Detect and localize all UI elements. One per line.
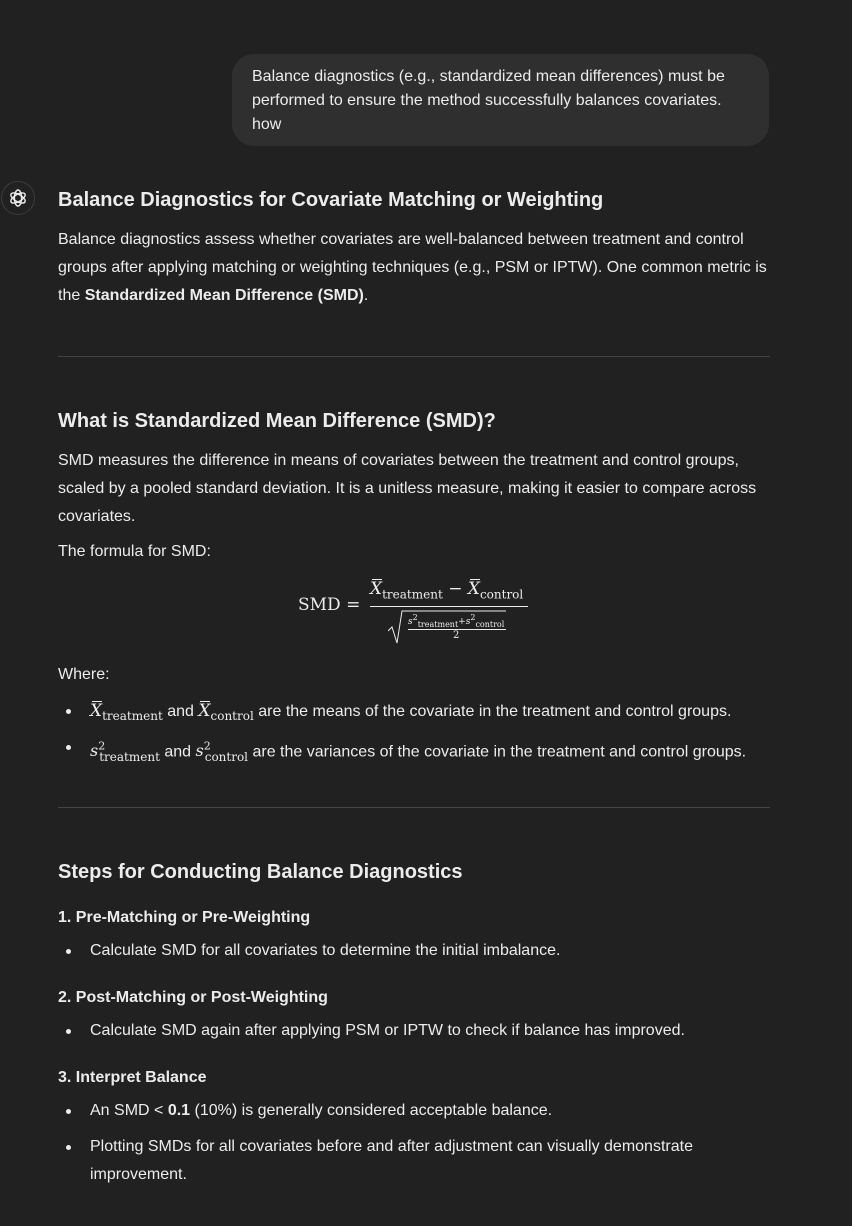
smd-description: SMD measures the difference in means of covariates between the treatment and control groups, scaled by a pooled standard deviation. It is a unitless measure, making it easier to compare across covariates. xyxy=(58,452,757,525)
formula-denominator-two: 2 xyxy=(453,630,460,641)
formula-lhs: SMD = xyxy=(298,595,361,615)
assistant-avatar xyxy=(1,181,35,215)
formula-numerator: $X_{treatment} - X_{control}$ xyxy=(370,579,524,602)
user-message-text: Balance diagnostics (e.g., standardized mean differences) must be performed to ensure the method successfully balances covariates. how xyxy=(252,68,725,133)
bullet-icon xyxy=(66,1145,71,1150)
intro-paragraph: Balance diagnostics assess whether covariates are well-balanced between treatment and control groups after applying matching or weighting techniques (e.g., PSM or IPTW). One common metric is the Standardized Mean Difference (SMD). xyxy=(58,231,767,304)
bullet-icon xyxy=(66,709,71,714)
step2-heading: 2. Post-Matching or Post-Weighting xyxy=(58,989,328,1006)
bullet-icon xyxy=(66,949,71,954)
list-item: An SMD < 0.1 (10%) is generally considered acceptable balance. xyxy=(58,1097,770,1125)
fraction-bar xyxy=(370,606,528,607)
step1-heading: 1. Pre-Matching or Pre-Weighting xyxy=(58,909,311,926)
formula-label: The formula for SMD: xyxy=(58,543,211,560)
list-item: Plotting SMDs for all covariates before and after adjustment can visually demonstrate improvement. xyxy=(58,1133,770,1189)
bullet-icon xyxy=(66,1109,71,1114)
bullet-icon xyxy=(66,745,71,750)
list-item: $X_{treatment}$ and $X_{control}$ are the means of the covariate in the treatment and control groups. xyxy=(58,697,770,730)
user-message-bubble xyxy=(232,54,769,146)
formula-denominator-top: $s^2_{treatment}+s^2_{control}$ xyxy=(408,613,505,629)
openai-logo-icon xyxy=(8,188,28,208)
section-title-balance-diagnostics: Balance Diagnostics for Covariate Matching or Weighting xyxy=(58,189,604,211)
list-item: Calculate SMD for all covariates to determine the initial imbalance. xyxy=(58,937,770,965)
section-divider xyxy=(58,807,770,808)
section-divider xyxy=(58,356,770,357)
list-item: $s^2_{treatment}$ and $s^2_{control}$ are the variances of the covariate in the treatment and control groups. xyxy=(58,733,770,771)
section-title-steps: Steps for Conducting Balance Diagnostics xyxy=(58,861,463,883)
smd-term: Standardized Mean Difference (SMD) xyxy=(84,287,364,304)
step3-heading: 3. Interpret Balance xyxy=(58,1069,207,1086)
list-item: Calculate SMD again after applying PSM or IPTW to check if balance has improved. xyxy=(58,1017,770,1045)
bullet-icon xyxy=(66,1029,71,1034)
section-title-what-is-smd: What is Standardized Mean Difference (SMD)? xyxy=(58,410,496,432)
smd-formula xyxy=(298,575,538,645)
where-label: Where: xyxy=(58,666,110,683)
